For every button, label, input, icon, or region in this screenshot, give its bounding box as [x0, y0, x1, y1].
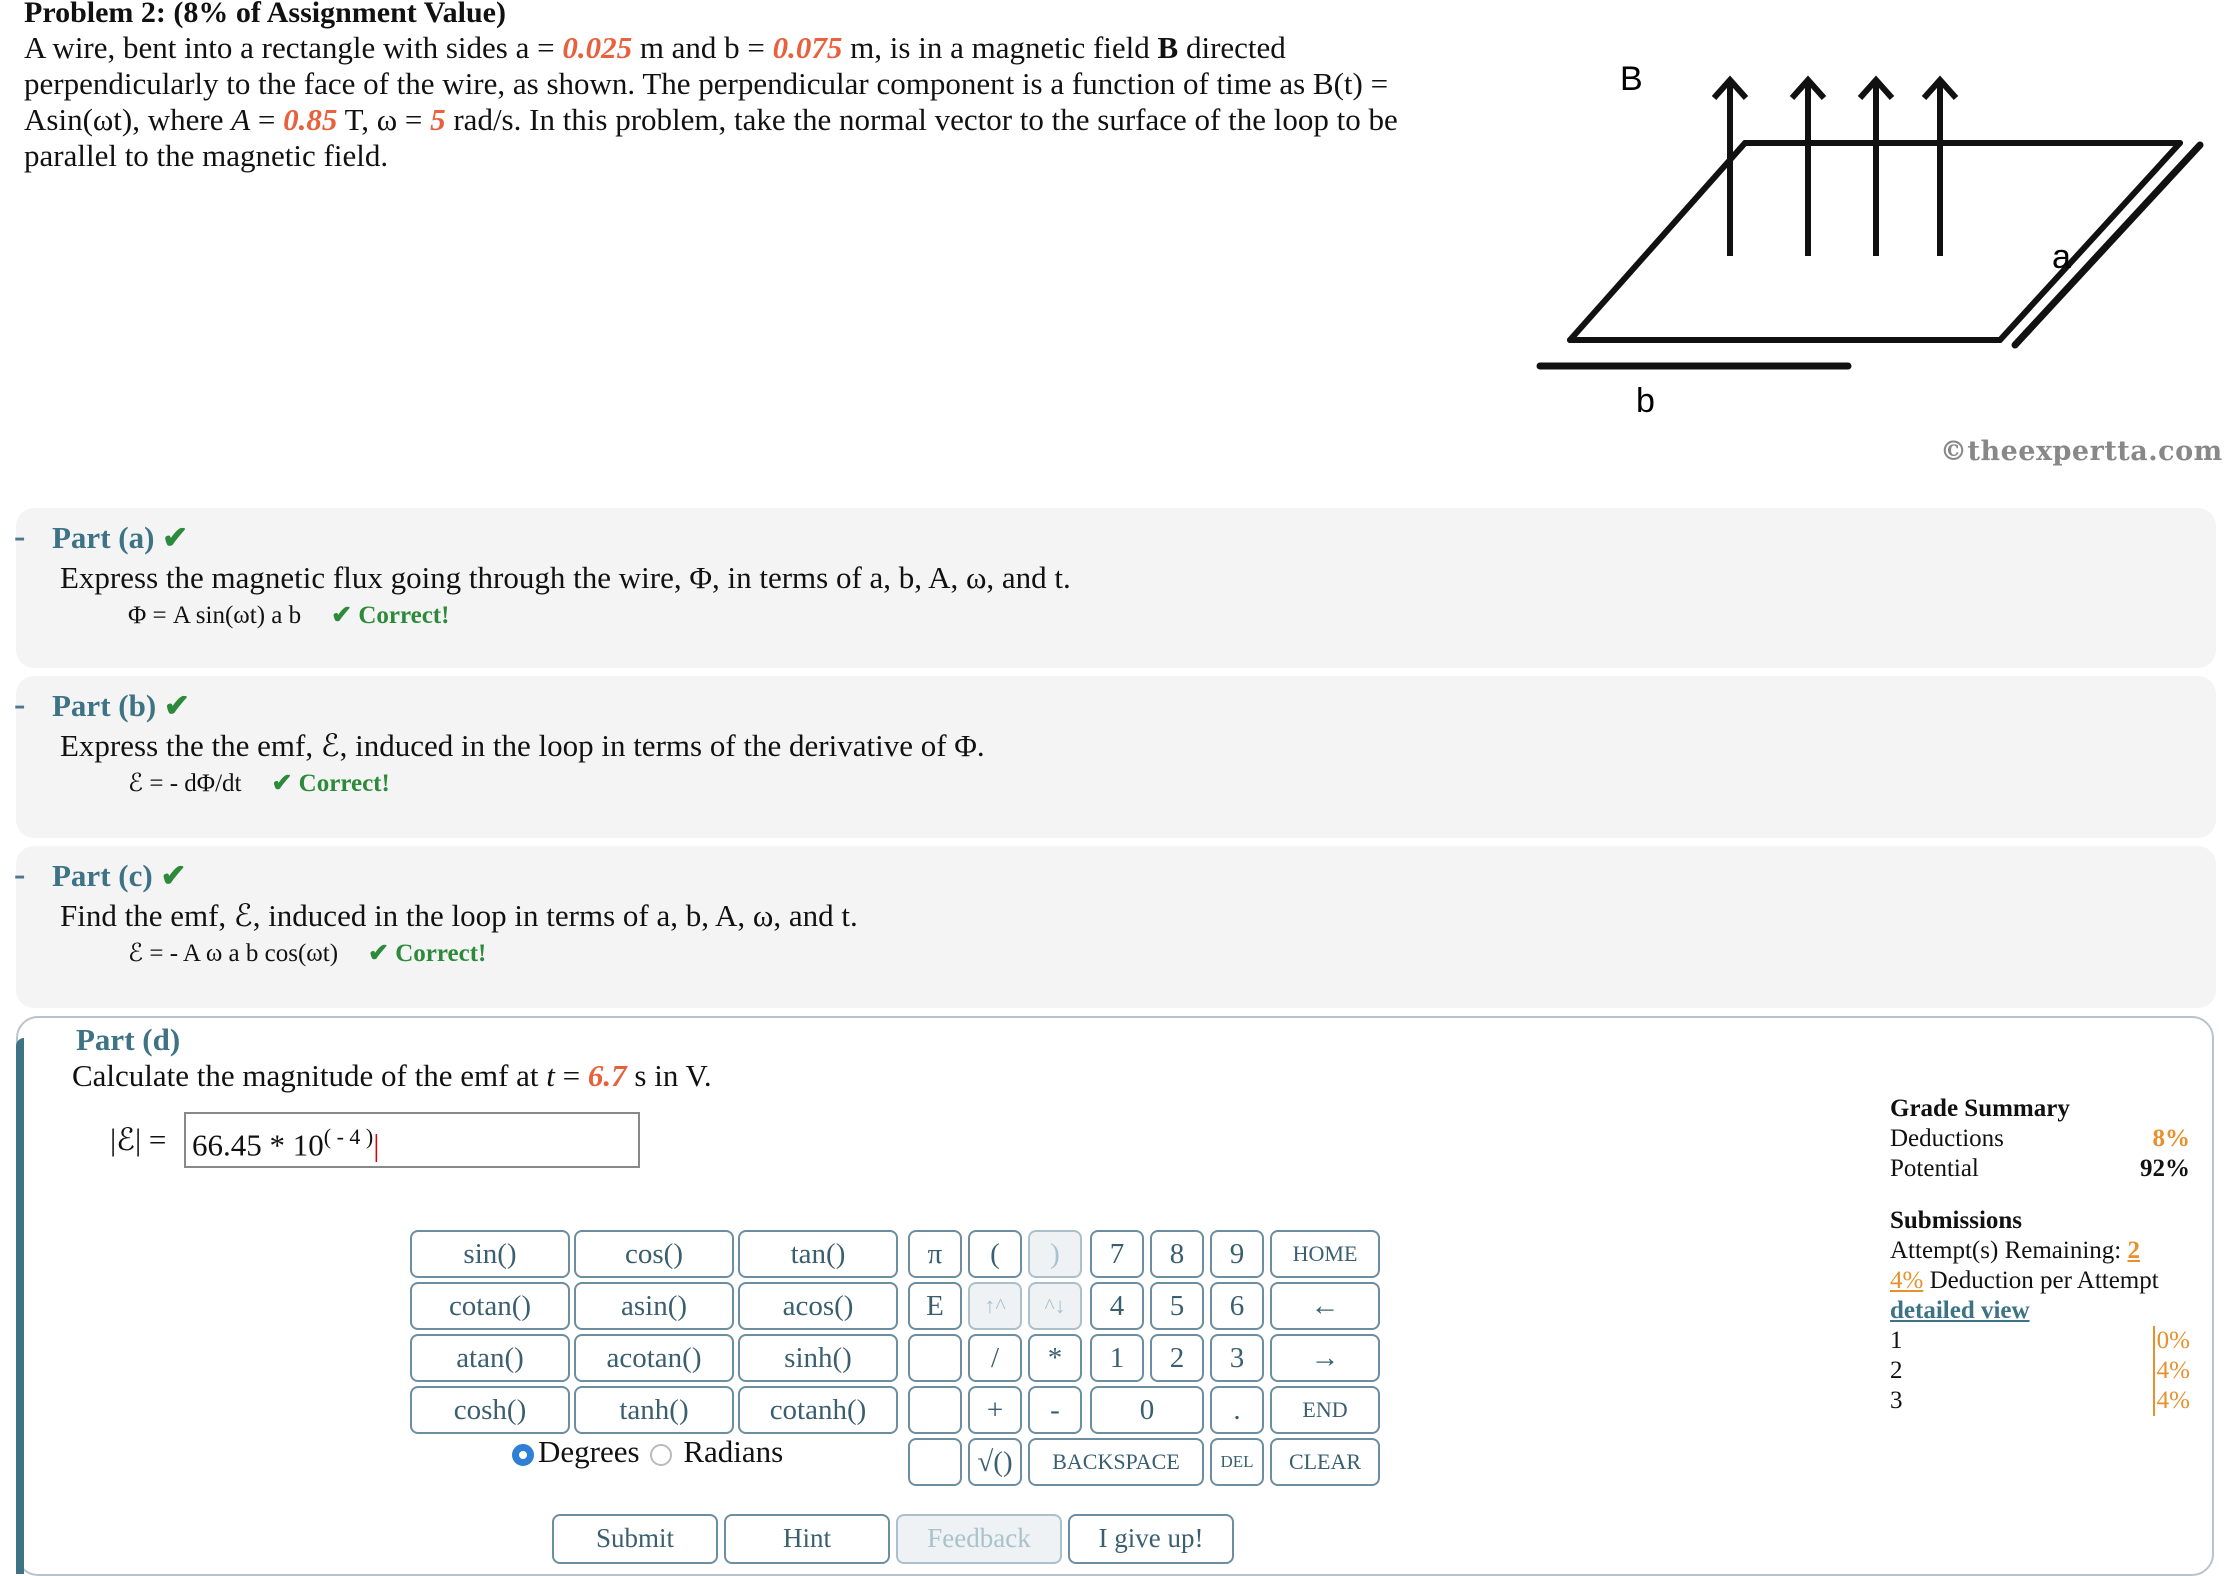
potential-value: 92% [2140, 1155, 2190, 1182]
key-cos[interactable]: cos() [574, 1230, 734, 1278]
key-up-arrow[interactable]: ↑^ [968, 1282, 1022, 1330]
key-tan[interactable]: tan() [738, 1230, 898, 1278]
copyright-credit: ©theexpertta.com [1940, 436, 2223, 467]
part-d-prompt [72, 1058, 712, 1094]
loop-diagram [1440, 40, 2220, 460]
part-a-answer [128, 600, 449, 630]
prompt-text: s in V. [626, 1058, 712, 1093]
key-e[interactable]: E [908, 1282, 962, 1330]
part-title-text: Part (b) [52, 688, 157, 723]
grade-summary [1890, 1094, 2190, 1416]
key-cosh[interactable]: cosh() [410, 1386, 570, 1434]
key-blank[interactable] [908, 1438, 962, 1486]
hint-button[interactable]: Hint [724, 1514, 890, 1564]
key-3[interactable]: 3 [1210, 1334, 1264, 1382]
part-c-prompt: Find the emf, ℰ, induced in the loop in terms of a, b, A, ω, and t. [60, 898, 858, 933]
grade-summary-title: Grade Summary [1890, 1095, 2070, 1122]
answer-label: |ℰ| = [110, 1122, 167, 1157]
key-blank[interactable] [908, 1386, 962, 1434]
value-omega: 5 [430, 102, 446, 137]
answer-text: ℰ = - A ω a b cos(ωt) [128, 940, 339, 967]
radians-label: Radians [683, 1434, 784, 1469]
statement-text: directed perpendicularly to the face of the wire, as shown. The perpendicular component is a function of time as B(t) = Asin(ωt), where [24, 30, 1389, 137]
time-symbol: t [546, 1058, 555, 1093]
key-sqrt[interactable]: √() [968, 1438, 1022, 1486]
label-a: a [2052, 238, 2071, 276]
part-c-title[interactable] [52, 858, 186, 894]
check-icon: ✔ [160, 858, 187, 893]
part-d-title: Part (d) [76, 1022, 181, 1057]
label-B: B [1620, 60, 1643, 98]
statement-text: m and b = [632, 30, 773, 65]
key-backspace[interactable]: BACKSPACE [1028, 1438, 1204, 1486]
key-atan[interactable]: atan() [410, 1334, 570, 1382]
amplitude-symbol: A [231, 102, 251, 137]
part-b-answer [128, 768, 390, 798]
problem-statement [24, 30, 1464, 174]
answer-input[interactable] [184, 1112, 640, 1168]
answer-text: Φ = A sin(ωt) a b [128, 602, 302, 629]
key-multiply[interactable]: * [1028, 1334, 1082, 1382]
key-0[interactable]: 0 [1090, 1386, 1204, 1434]
feedback-button[interactable]: Feedback [896, 1514, 1062, 1564]
correct-badge: ✔ Correct! [331, 602, 450, 629]
key-down-arrow[interactable]: ^↓ [1028, 1282, 1082, 1330]
part-c-answer [128, 938, 486, 968]
part-b-title[interactable] [52, 688, 190, 724]
problem-title: Problem 2: (8% of Assignment Value) [24, 0, 506, 29]
part-a-prompt: Express the magnetic flux going through the wire, Φ, in terms of a, b, A, ω, and t. [60, 560, 1071, 595]
time-value: 6.7 [587, 1058, 627, 1093]
attempt-number: 1 [1890, 1327, 1903, 1354]
attempt-number: 2 [1890, 1357, 1903, 1384]
answer-exponent: ( - 4 ) [323, 1124, 374, 1149]
key-1[interactable]: 1 [1090, 1334, 1144, 1382]
key-7[interactable]: 7 [1090, 1230, 1144, 1278]
correct-badge: ✔ Correct! [368, 940, 487, 967]
statement-text: A wire, bent into a rectangle with sides a = [24, 30, 563, 65]
check-icon: ✔ [162, 520, 189, 555]
key-end[interactable]: END [1270, 1386, 1380, 1434]
statement-text: T, ω = [337, 102, 431, 137]
part-title-text: Part (a) [52, 520, 155, 555]
collapse-part-a[interactable]: - [14, 518, 26, 555]
correct-badge: ✔ Correct! [271, 770, 390, 797]
deduction-text: Deduction per Attempt [1923, 1267, 2159, 1294]
prompt-text: = [554, 1058, 588, 1093]
part-title-text: Part (c) [52, 858, 153, 893]
key-home[interactable]: HOME [1270, 1230, 1380, 1278]
key-sinh[interactable]: sinh() [738, 1334, 898, 1382]
attempt-deduction: 0% [2153, 1326, 2190, 1356]
statement-text: = [250, 102, 284, 137]
key-left-paren[interactable]: ( [968, 1230, 1022, 1278]
key-9[interactable]: 9 [1210, 1230, 1264, 1278]
prompt-text: Calculate the magnitude of the emf at [72, 1058, 547, 1093]
key-left-arrow[interactable]: ← [1270, 1282, 1380, 1330]
attempts-label: Attempt(s) Remaining: [1890, 1237, 2128, 1264]
collapse-part-b[interactable]: - [14, 686, 26, 723]
degrees-radio[interactable] [512, 1444, 534, 1466]
statement-text: rad/s. In this problem, take the normal vector to the surface of the loop to be parallel to the magnetic field. [24, 102, 1398, 173]
key-acos[interactable]: acos() [738, 1282, 898, 1330]
give-up-button[interactable]: I give up! [1068, 1514, 1234, 1564]
key-asin[interactable]: asin() [574, 1282, 734, 1330]
deductions-value: 8% [2152, 1125, 2190, 1152]
submit-button[interactable]: Submit [552, 1514, 718, 1564]
key-del[interactable]: DEL [1210, 1438, 1264, 1486]
key-decimal[interactable]: . [1210, 1386, 1264, 1434]
statement-text: m, is in a magnetic field [842, 30, 1158, 65]
key-8[interactable]: 8 [1150, 1230, 1204, 1278]
value-A: 0.85 [283, 102, 338, 137]
dimension-bars [1540, 145, 2200, 366]
key-right-paren[interactable]: ) [1028, 1230, 1082, 1278]
deductions-label: Deductions [1890, 1125, 2004, 1152]
attempt-deduction: 4% [2153, 1386, 2190, 1416]
answer-base: 66.45 * 10 [192, 1127, 324, 1163]
attempts-remaining: 2 [2127, 1237, 2140, 1264]
radians-radio[interactable] [650, 1444, 672, 1466]
key-divide[interactable]: / [968, 1334, 1022, 1382]
deduction-percent: 4% [1890, 1267, 1924, 1294]
answer-text: ℰ = - dΦ/dt [128, 770, 242, 797]
attempt-number: 3 [1890, 1387, 1903, 1414]
key-clear[interactable]: CLEAR [1270, 1438, 1380, 1486]
key-plus[interactable]: + [968, 1386, 1022, 1434]
angle-mode [512, 1434, 783, 1470]
label-b: b [1636, 382, 1655, 420]
key-cotanh[interactable]: cotanh() [738, 1386, 898, 1434]
key-5[interactable]: 5 [1150, 1282, 1204, 1330]
value-a: 0.025 [562, 30, 633, 65]
potential-label: Potential [1890, 1155, 1979, 1182]
key-tanh[interactable]: tanh() [574, 1386, 734, 1434]
key-right-arrow[interactable]: → [1270, 1334, 1380, 1382]
degrees-label: Degrees [538, 1434, 640, 1469]
key-minus[interactable]: - [1028, 1386, 1082, 1434]
key-6[interactable]: 6 [1210, 1282, 1264, 1330]
field-arrows [1714, 80, 1956, 256]
detailed-view-link[interactable]: detailed view [1890, 1297, 2030, 1324]
key-acotan[interactable]: acotan() [574, 1334, 734, 1382]
key-2[interactable]: 2 [1150, 1334, 1204, 1382]
key-sin[interactable]: sin() [410, 1230, 570, 1278]
field-symbol: B [1157, 30, 1179, 65]
collapse-part-c[interactable]: - [14, 856, 26, 893]
key-4[interactable]: 4 [1090, 1282, 1144, 1330]
key-cotan[interactable]: cotan() [410, 1282, 570, 1330]
part-b-prompt: Express the the emf, ℰ, induced in the loop in terms of the derivative of Φ. [60, 728, 985, 763]
text-caret: | [373, 1127, 380, 1163]
part-a-title[interactable] [52, 520, 188, 556]
attempt-deduction: 4% [2153, 1356, 2190, 1386]
key-blank[interactable] [908, 1334, 962, 1382]
check-icon: ✔ [163, 688, 190, 723]
value-b: 0.075 [772, 30, 843, 65]
submissions-title: Submissions [1890, 1207, 2023, 1234]
key-pi[interactable]: π [908, 1230, 962, 1278]
